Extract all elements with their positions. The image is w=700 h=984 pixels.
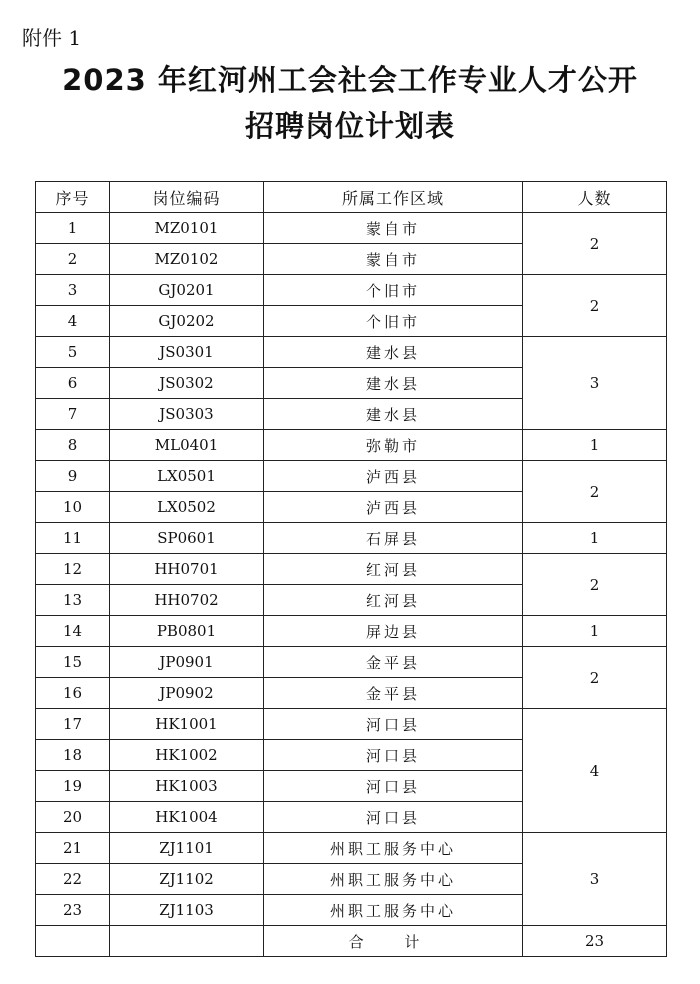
table-row bbox=[36, 430, 667, 461]
header-serial-no: 序号 bbox=[36, 182, 110, 213]
table-row bbox=[36, 709, 667, 740]
group-headcount: 1 bbox=[523, 430, 667, 461]
row-work-area: 河口县 bbox=[264, 771, 523, 802]
row-work-area: 河口县 bbox=[264, 740, 523, 771]
row-position-code: HK1001 bbox=[110, 709, 264, 740]
row-work-area: 红河县 bbox=[264, 554, 523, 585]
group-headcount: 2 bbox=[523, 647, 667, 709]
row-serial-no: 14 bbox=[36, 616, 110, 647]
row-serial-no: 12 bbox=[36, 554, 110, 585]
row-work-area: 州职工服务中心 bbox=[264, 895, 523, 926]
document-title-line2: 招聘岗位计划表 bbox=[244, 109, 455, 143]
row-position-code: JS0301 bbox=[110, 337, 264, 368]
header-position-code: 岗位编码 bbox=[110, 182, 264, 213]
row-work-area: 金平县 bbox=[264, 647, 523, 678]
row-work-area: 河口县 bbox=[264, 802, 523, 833]
row-work-area: 泸西县 bbox=[264, 492, 523, 523]
row-work-area: 建水县 bbox=[264, 368, 523, 399]
row-serial-no: 1 bbox=[36, 213, 110, 244]
table-row bbox=[36, 461, 667, 492]
document-title-line1: 2023 年红河州工会社会工作专业人才公开 bbox=[62, 63, 638, 97]
recruitment-plan-table bbox=[35, 181, 667, 957]
row-work-area: 金平县 bbox=[264, 678, 523, 709]
header-headcount: 人数 bbox=[523, 182, 667, 213]
group-headcount: 2 bbox=[523, 554, 667, 616]
row-position-code: ML0401 bbox=[110, 430, 264, 461]
header-work-area: 所属工作区域 bbox=[264, 182, 523, 213]
row-work-area: 建水县 bbox=[264, 399, 523, 430]
row-position-code: MZ0102 bbox=[110, 244, 264, 275]
table-row bbox=[36, 554, 667, 585]
row-serial-no: 19 bbox=[36, 771, 110, 802]
row-serial-no: 17 bbox=[36, 709, 110, 740]
row-serial-no: 3 bbox=[36, 275, 110, 306]
row-work-area: 个旧市 bbox=[264, 275, 523, 306]
row-serial-no: 20 bbox=[36, 802, 110, 833]
total-empty-cell bbox=[110, 926, 264, 957]
row-serial-no: 21 bbox=[36, 833, 110, 864]
row-work-area: 红河县 bbox=[264, 585, 523, 616]
row-position-code: JS0302 bbox=[110, 368, 264, 399]
row-work-area: 州职工服务中心 bbox=[264, 833, 523, 864]
row-position-code: GJ0201 bbox=[110, 275, 264, 306]
row-serial-no: 2 bbox=[36, 244, 110, 275]
row-serial-no: 6 bbox=[36, 368, 110, 399]
row-serial-no: 23 bbox=[36, 895, 110, 926]
row-work-area: 石屏县 bbox=[264, 523, 523, 554]
row-work-area: 蒙自市 bbox=[264, 213, 523, 244]
table-row bbox=[36, 337, 667, 368]
row-position-code: ZJ1102 bbox=[110, 864, 264, 895]
row-position-code: GJ0202 bbox=[110, 306, 264, 337]
row-serial-no: 9 bbox=[36, 461, 110, 492]
total-row bbox=[36, 926, 667, 957]
row-position-code: JP0901 bbox=[110, 647, 264, 678]
table-header-row bbox=[36, 182, 667, 213]
row-serial-no: 22 bbox=[36, 864, 110, 895]
row-serial-no: 13 bbox=[36, 585, 110, 616]
group-headcount: 1 bbox=[523, 616, 667, 647]
row-position-code: HK1003 bbox=[110, 771, 264, 802]
row-position-code: PB0801 bbox=[110, 616, 264, 647]
row-serial-no: 5 bbox=[36, 337, 110, 368]
table-row bbox=[36, 213, 667, 244]
group-headcount: 1 bbox=[523, 523, 667, 554]
row-work-area: 建水县 bbox=[264, 337, 523, 368]
row-serial-no: 11 bbox=[36, 523, 110, 554]
row-position-code: JS0303 bbox=[110, 399, 264, 430]
group-headcount: 3 bbox=[523, 337, 667, 430]
row-work-area: 州职工服务中心 bbox=[264, 864, 523, 895]
row-work-area: 屏边县 bbox=[264, 616, 523, 647]
group-headcount: 2 bbox=[523, 213, 667, 275]
table-row bbox=[36, 523, 667, 554]
row-serial-no: 8 bbox=[36, 430, 110, 461]
table-body bbox=[36, 213, 667, 926]
row-position-code: HK1002 bbox=[110, 740, 264, 771]
row-serial-no: 18 bbox=[36, 740, 110, 771]
row-work-area: 蒙自市 bbox=[264, 244, 523, 275]
total-empty-cell bbox=[36, 926, 110, 957]
group-headcount: 2 bbox=[523, 275, 667, 337]
row-work-area: 河口县 bbox=[264, 709, 523, 740]
row-position-code: LX0501 bbox=[110, 461, 264, 492]
row-serial-no: 15 bbox=[36, 647, 110, 678]
row-position-code: MZ0101 bbox=[110, 213, 264, 244]
group-headcount: 4 bbox=[523, 709, 667, 833]
row-serial-no: 4 bbox=[36, 306, 110, 337]
total-label: 合 计 bbox=[264, 926, 523, 957]
table-row bbox=[36, 275, 667, 306]
total-count: 23 bbox=[523, 926, 667, 957]
row-serial-no: 7 bbox=[36, 399, 110, 430]
row-work-area: 个旧市 bbox=[264, 306, 523, 337]
row-serial-no: 10 bbox=[36, 492, 110, 523]
attachment-label: 附件 1 bbox=[22, 26, 82, 50]
row-position-code: HH0701 bbox=[110, 554, 264, 585]
group-headcount: 3 bbox=[523, 833, 667, 926]
row-position-code: ZJ1103 bbox=[110, 895, 264, 926]
row-position-code: SP0601 bbox=[110, 523, 264, 554]
row-serial-no: 16 bbox=[36, 678, 110, 709]
group-headcount: 2 bbox=[523, 461, 667, 523]
row-position-code: LX0502 bbox=[110, 492, 264, 523]
table-row bbox=[36, 647, 667, 678]
row-position-code: HK1004 bbox=[110, 802, 264, 833]
row-position-code: HH0702 bbox=[110, 585, 264, 616]
table-row bbox=[36, 833, 667, 864]
row-position-code: JP0902 bbox=[110, 678, 264, 709]
row-work-area: 弥勒市 bbox=[264, 430, 523, 461]
row-position-code: ZJ1101 bbox=[110, 833, 264, 864]
table-row bbox=[36, 616, 667, 647]
row-work-area: 泸西县 bbox=[264, 461, 523, 492]
